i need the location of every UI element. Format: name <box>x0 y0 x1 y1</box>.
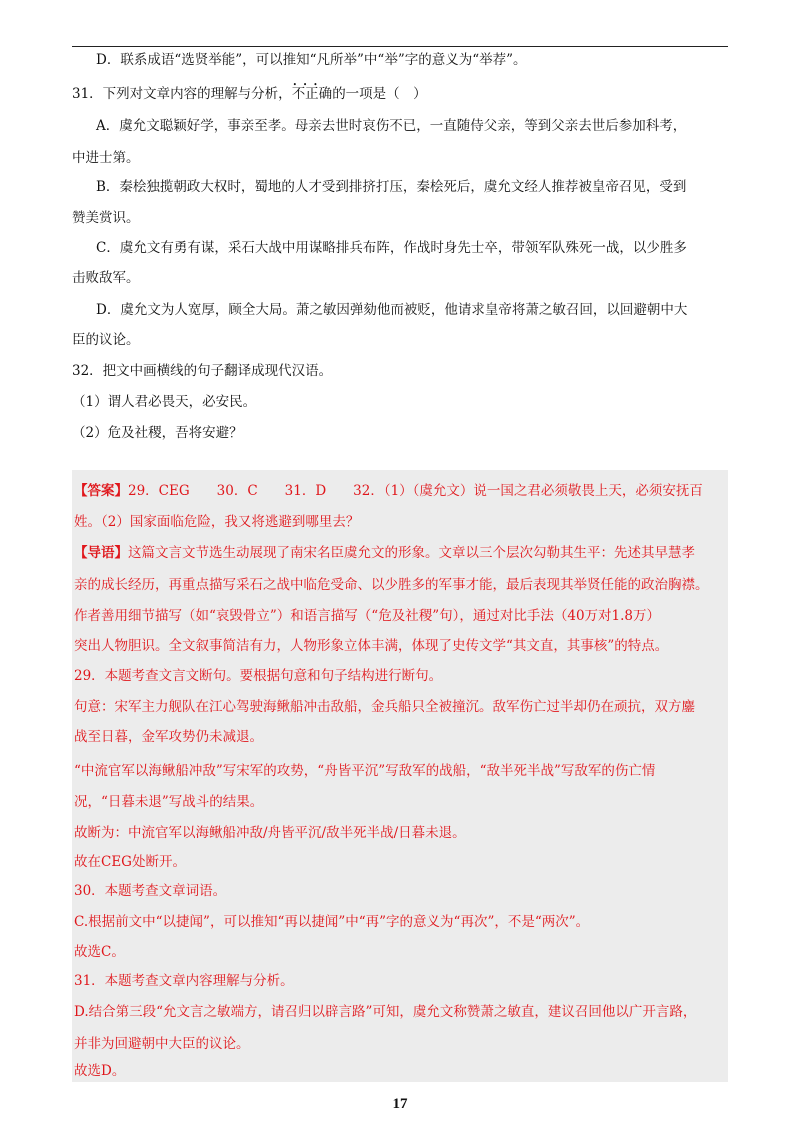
answer-label: 【答案】 <box>74 483 128 499</box>
q32-item-1: （1）谓人君必畏天，必安民。 <box>72 394 257 410</box>
q31-stem-suffix: 的一项是（ ） <box>332 86 427 102</box>
q31-stem-prefix: 31．下列对文章内容的理解与分析， <box>72 86 292 102</box>
guide-line-2: 亲的成长经历，再重点描写采石之战中临危受命、以少胜多的军事才能，最后表现其举贤任能的政治胸襟。 <box>74 577 709 593</box>
explain-29-line-1: 29．本题考查文言文断句。要根据句意和句子结构进行断句。 <box>74 668 443 684</box>
q31-option-c-line2: 击败敌军。 <box>72 270 140 286</box>
q31-stem-emphasis: • • • 不正确 <box>292 86 333 102</box>
explain-31-line-4: 故选D。 <box>74 1063 126 1079</box>
guide-line-1 <box>74 543 695 563</box>
explain-29-line-3: 战至日暮，金军攻势仍未减退。 <box>74 729 263 745</box>
q31-option-a-line2: 中进士第。 <box>72 150 140 166</box>
answer-line-1 <box>74 481 703 501</box>
explain-31-line-1: 31．本题考查文章内容理解与分析。 <box>74 973 294 989</box>
explain-30-line-3: 故选C。 <box>74 944 125 960</box>
guide-line-4: 突出人物胆识。全文叙事简洁有力，人物形象立体丰满，体现了史传文学“其文直，其事核”的特点。 <box>74 638 669 654</box>
explain-29-line-6: 故断为：中流官军以海鳅船冲敌/舟皆平沉/敌半死半战/日暮未退。 <box>74 825 466 841</box>
q31-option-b-line1: B．秦桧独揽朝政大权时，蜀地的人才受到排挤打压，秦桧死后，虞允文经人推荐被皇帝召见，受到 <box>96 179 687 195</box>
explain-29-line-5: 况，“日暮未退”写战斗的结果。 <box>74 794 264 810</box>
q32-stem: 32．把文中画横线的句子翻译成现代汉语。 <box>72 363 333 379</box>
guide-label: 【导语】 <box>74 545 128 561</box>
explain-31-line-2: D.结合第三段“允文言之敏端方，请召归以辟言路”可知，虞允文称赞萧之敏直，建议召回他以广开言路， <box>74 1004 697 1020</box>
header-rule <box>72 46 728 47</box>
explain-30-line-2: C.根据前文中“以捷闻”，可以推知“再以捷闻”中“再”字的意义为“再次”，不是“两次”。 <box>74 914 590 930</box>
guide-line-3: 作者善用细节描写（如“哀毁骨立”）和语言描写（“危及社稷”句），通过对比手法（40万对1.8万） <box>74 608 661 624</box>
explain-29-line-2: 句意：宋军主力舰队在江心驾驶海鳅船冲击敌船，金兵船只全被撞沉。敌军伤亡过半却仍在顽抗，双方鏖 <box>74 699 695 715</box>
q30-option-d: D．联系成语“选贤举能”，可以推知“凡所举”中“举”字的意义为“举荐”。 <box>96 52 527 68</box>
q31-option-d-line2: 臣的议论。 <box>72 332 140 348</box>
q31-option-d-line1: D．虞允文为人宽厚，顾全大局。萧之敏因弹劾他而被贬，他请求皇帝将萧之敏召回，以回避朝中大 <box>96 302 688 318</box>
explain-29-line-7: 故在CEG处断开。 <box>74 854 186 870</box>
answer-text-1: 29．CEG 30．C 31．D 32．（1）（虞允文）说一国之君必须敬畏上天，必须安抚百 <box>128 483 703 499</box>
explain-29-line-4: “中流官军以海鳅船冲敌”写宋军的攻势，“舟皆平沉”写敌军的战船，“敌半死半战”写敌军的伤亡情 <box>74 763 656 779</box>
explain-31-line-3: 并非为回避朝中大臣的议论。 <box>74 1036 250 1052</box>
explain-30-line-1: 30．本题考查文章词语。 <box>74 883 227 899</box>
q31-option-c-line1: C．虞允文有勇有谋，采石大战中用谋略排兵布阵，作战时身先士卒，带领军队殊死一战，以少胜多 <box>96 240 687 256</box>
q32-item-2: （2）危及社稷，吾将安避？ <box>72 425 243 441</box>
q31-option-b-line2: 赞美赏识。 <box>72 210 140 226</box>
answer-line-2: 姓。（2）国家面临危险，我又将逃避到哪里去？ <box>74 514 360 530</box>
guide-text-1: 这篇文言文节选生动展现了南宋名臣虞允文的形象。文章以三个层次勾勒其生平：先述其早慧孝 <box>128 545 695 561</box>
q31-stem <box>72 84 427 104</box>
q31-option-a-line1: A．虞允文聪颖好学，事亲至孝。母亲去世时哀伤不已，一直随侍父亲，等到父亲去世后参加科考， <box>96 118 687 134</box>
page-number: 17 <box>392 1096 408 1112</box>
